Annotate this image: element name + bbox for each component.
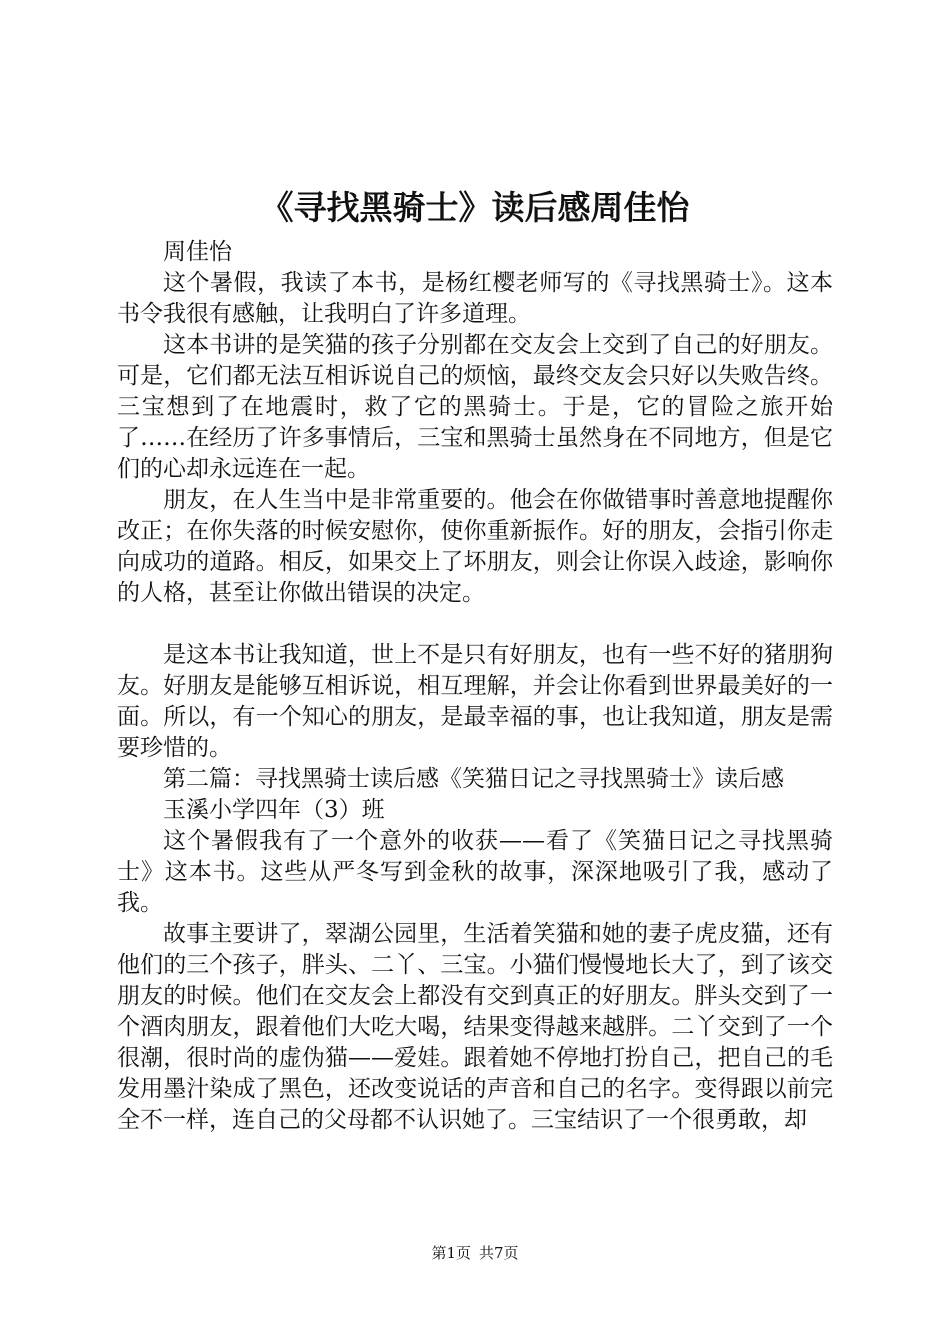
document-body xyxy=(117,237,833,1136)
paragraph: 故事主要讲了，翠湖公园里，生活着笑猫和她的妻子虎皮猫，还有他们的三个孩子，胖头、二丫、三宝。小猫们慢慢地长大了，到了该交朋友的时候。他们在交友会上都没有交到真正的好朋友。胖头交到了一个酒肉朋友，跟着他们大吃大喝，结果变得越来越胖。二丫交到了一个很潮，很时尚的虚伪猫——爱娃。跟着她不停地打扮自己，把自己的毛发用墨汁染成了黑色，还改变说话的声音和自己的名字。变得跟以前完全不一样，连自己的父母都不认识她了。三宝结识了一个很勇敢，却 xyxy=(117,921,833,1133)
paragraph: 朋友，在人生当中是非常重要的。他会在你做错事时善意地提醒你改正；在你失落的时候安慰你，使你重新振作。好的朋友，会指引你走向成功的道路。相反，如果交上了坏朋友，则会让你误入歧途，影响你的人格，甚至让你做出错误的决定。 xyxy=(117,487,833,606)
page-footer xyxy=(0,1243,950,1263)
page-total: 共7页 xyxy=(479,1244,519,1262)
paragraph: 这个暑假我有了一个意外的收获——看了《笑猫日记之寻找黑骑士》这本书。这些从严冬写到金秋的故事，深深地吸引了我，感动了我。 xyxy=(117,828,833,916)
paragraph: 这个暑假，我读了本书，是杨红樱老师写的《寻找黑骑士》。这本书令我很有感触，让我明白了许多道理。 xyxy=(117,270,833,327)
section-heading: 第二篇：寻找黑骑士读后感《笑猫日记之寻找黑骑士》读后感 xyxy=(163,766,784,792)
author-line: 周佳怡 xyxy=(163,239,232,265)
paragraph: 是这本书让我知道，世上不是只有好朋友，也有一些不好的猪朋狗友。好朋友是能够互相诉说，相互理解，并会让你看到世界最美好的一面。所以，有一个知心的朋友，是最幸福的事，也让我知道，朋友是需要珍惜的。 xyxy=(117,642,833,761)
class-line: 玉溪小学四年（3）班 xyxy=(163,797,385,823)
page-number: 第1页 xyxy=(431,1244,471,1262)
document-title: 《寻找黑骑士》读后感周佳怡 xyxy=(260,188,690,227)
paragraph: 这本书讲的是笑猫的孩子分别都在交友会上交到了自己的好朋友。可是，它们都无法互相诉说自己的烦恼，最终交友会只好以失败告终。三宝想到了在地震时，救了它的黑骑士。于是，它的冒险之旅开始了……在经历了许多事情后，三宝和黑骑士虽然身在不同地方，但是它们的心却永远连在一起。 xyxy=(117,332,833,482)
